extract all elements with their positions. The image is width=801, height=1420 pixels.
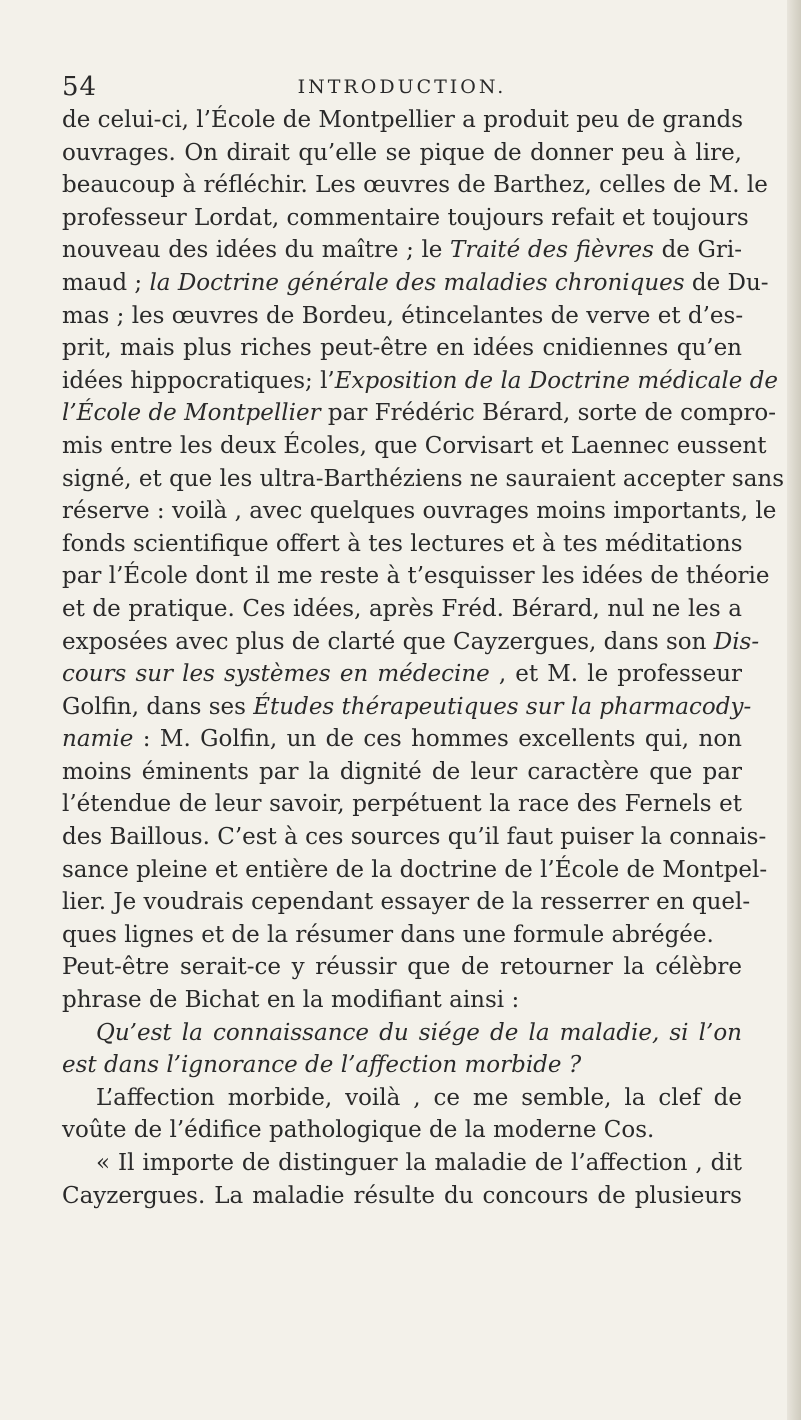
text-run: fonds scientifique offert à tes lectures et à tes méditations [62,530,743,557]
text-line [62,1114,742,1147]
text-run: Peut-être serait-ce y réussir que de retourner la célèbre [62,954,742,981]
text-run: mas ; les œuvres de Bordeu, étincelantes de verve et d’es- [62,302,744,329]
text-line [62,1147,742,1180]
text-run: de celui-ci, l’École de Montpellier a produit peu de grands [62,107,744,133]
italic-title: Exposition de la Doctrine médicale de [334,367,779,394]
text-line [62,463,785,496]
text-line [62,854,768,887]
text-line [62,104,742,137]
italic-title: cours sur les systèmes en médecine [62,661,490,688]
italic-title: Dis- [713,628,760,655]
text-run: Golfin, dans ses [62,693,254,720]
text-run: ques lignes et de la résumer dans une formule abrégée. [62,921,714,948]
text-run: exposées avec plus de clarté que Cayzergues, dans son [62,628,714,655]
text-line [62,1180,742,1213]
text-line [62,365,779,398]
text-line [62,300,742,333]
text-line [62,658,742,691]
body-text [62,104,785,1212]
text-run: L’affection morbide, voilà , ce me semble, la clef de [96,1084,742,1111]
text-line [62,169,768,202]
text-run: lier. Je voudrais cependant essayer de la resserrer en quel- [62,889,751,916]
text-run: l’étendue de leur savoir, perpétuent la race des Fernels et [62,791,742,818]
text-run: maud ; [62,269,150,296]
italic-title: est dans l’ignorance de l’affection morbide ? [62,1052,582,1079]
text-line [62,756,742,789]
page-number: 54 [62,72,98,102]
italic-title: la Doctrine générale des maladies chroniques [149,269,685,296]
text-run: voûte de l’édifice pathologique de la moderne Cos. [62,1117,655,1144]
text-run: , et M. le professeur [489,661,742,688]
page-edge [787,0,801,1420]
text-line [62,984,742,1017]
text-run: phrase de Bichat en la modifiant ainsi : [62,987,520,1014]
text-run: par l’École dont il me reste à t’esquisser les idées de théorie [62,563,770,590]
text-line [62,137,742,170]
italic-title: l’École de Montpellier [62,400,321,427]
page-header [62,72,742,102]
text-line [62,495,777,528]
text-line [62,397,776,430]
text-run: réserve : voilà , avec quelques ouvrages moins importants, le [62,498,777,525]
text-run: Cayzergues. La maladie résulte du concours de plusieurs [62,1182,742,1209]
text-run: ouvrages. On dirait qu’elle se pique de donner peu à lire, [62,139,742,166]
italic-title: Traité des fièvres [450,237,654,264]
text-run: des Baillous. C’est à ces sources qu’il faut puiser la connais- [62,824,767,851]
text-line [62,951,742,984]
text-run: de Gri- [653,237,742,264]
text-line [62,528,742,561]
text-line [62,202,749,235]
text-run: idées hippocratiques; l’ [62,367,335,394]
text-run: et de pratique. Ces idées, après Fréd. Bérard, nul ne les a [62,595,742,622]
text-line [62,691,752,724]
text-line [62,593,742,626]
text-run: de Du- [684,269,769,296]
text-line [62,234,742,267]
italic-title: Qu’est la connaissance du siége de la maladie, si l’on [96,1019,742,1046]
text-run: « Il importe de distinguer la maladie de l’affection , dit [96,1150,742,1176]
text-run: nouveau des idées du maître ; le [62,237,451,264]
italic-title: namie [62,726,134,753]
text-line [62,788,742,821]
text-line [62,560,770,593]
text-line [62,886,751,919]
text-line [62,821,767,854]
text-run: mis entre les deux Écoles, que Corvisart et Laennec eussent [62,432,767,459]
text-run: par Frédéric Bérard, sorte de compro- [320,400,776,427]
text-line [62,1049,742,1082]
text-run: beaucoup à réfléchir. Les œuvres de Barthez, celles de M. le [62,172,768,199]
text-line [62,723,742,756]
text-run: prit, mais plus riches peut-être en idées cnidiennes qu’en [62,335,742,362]
text-line [62,430,767,463]
text-line [62,919,742,952]
text-run: sance pleine et entière de la doctrine de l’École de Montpel- [62,856,768,883]
text-run: moins éminents par la dignité de leur caractère que par [62,758,742,785]
running-head: INTRODUCTION. [297,76,507,98]
text-line [62,626,760,659]
text-line [62,1082,742,1115]
text-run: : M. Golfin, un de ces hommes excellents qui, non [133,726,742,753]
text-run: signé, et que les ultra-Barthéziens ne sauraient accepter sans [62,465,785,492]
text-line [62,267,769,300]
text-line [62,332,742,365]
text-run: professeur Lordat, commentaire toujours refait et toujours [62,204,749,231]
text-line [62,1017,742,1050]
italic-title: Études thérapeutiques sur la pharmacody- [253,693,752,720]
